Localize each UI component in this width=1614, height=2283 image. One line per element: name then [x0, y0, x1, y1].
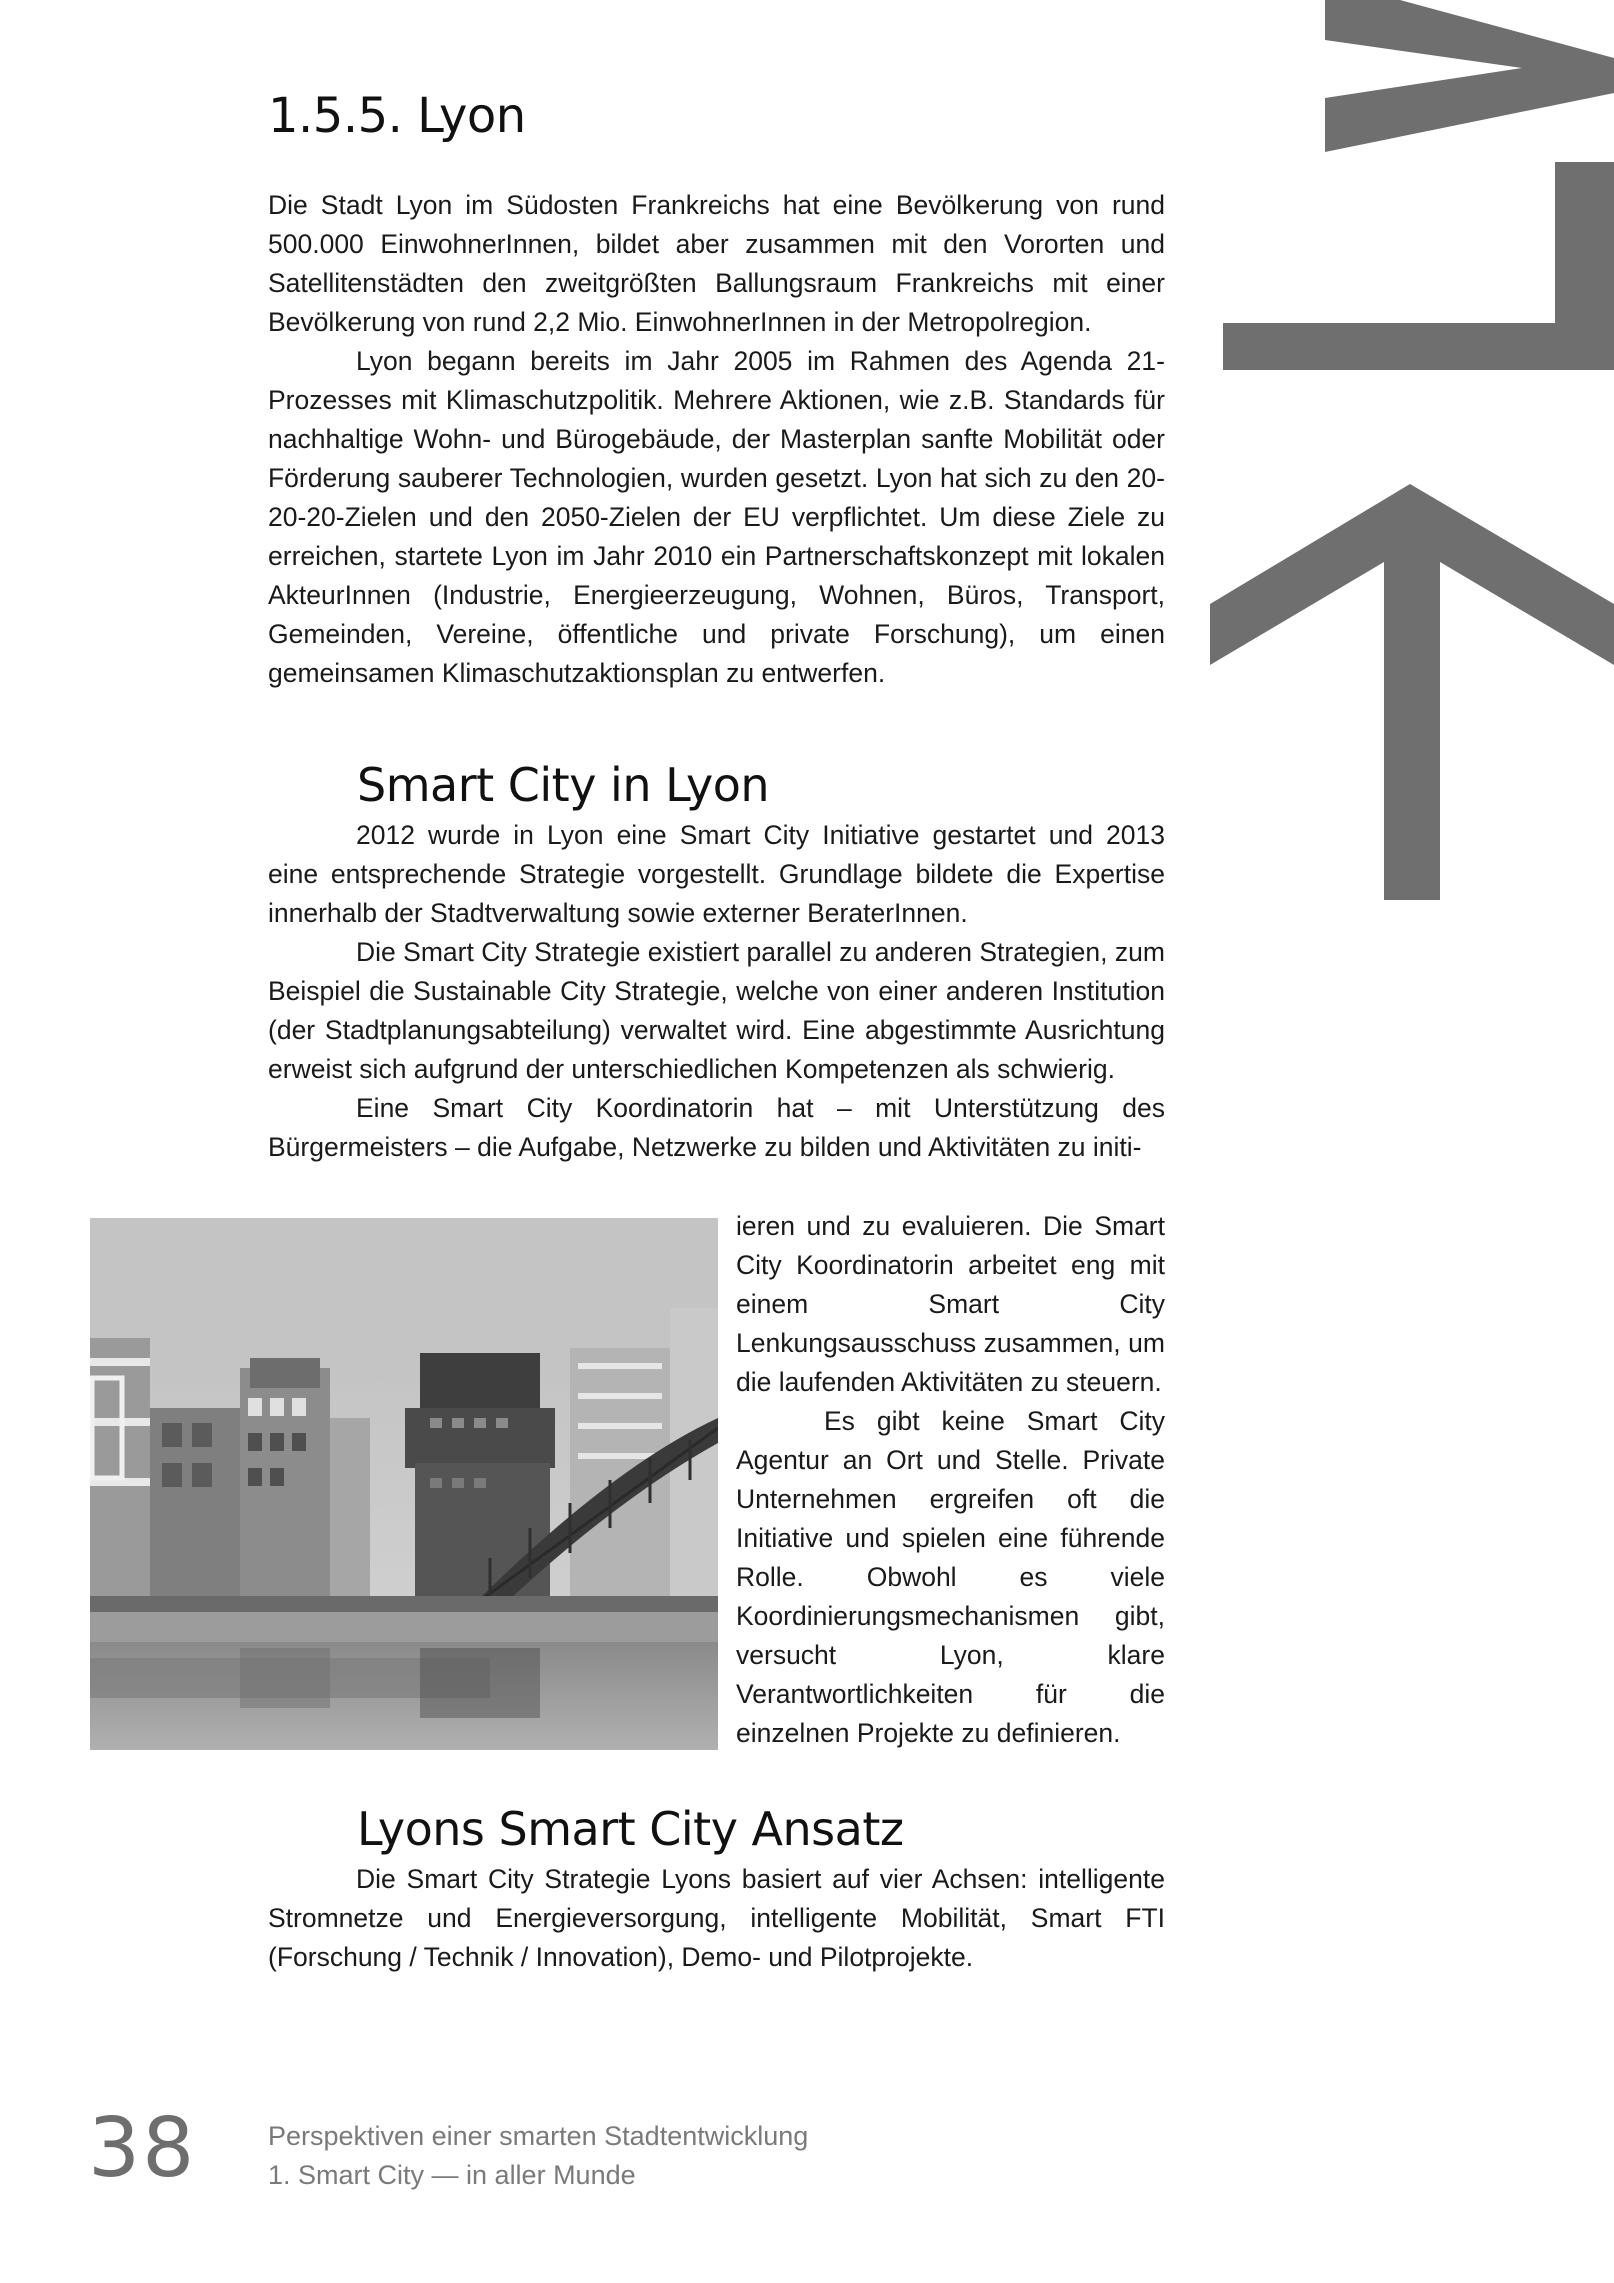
- running-footer: [268, 2117, 808, 2195]
- page-number: 38: [88, 2101, 197, 2196]
- footer-chapter: 1. Smart City — in aller Munde: [268, 2160, 636, 2190]
- approach-heading: Lyons Smart City Ansatz: [357, 1802, 904, 1856]
- intro-paragraph-2: Lyon begann bereits im Jahr 2005 im Rahmen des Agenda 21-Prozesses mit Klimaschutzpolitik. Mehrere Aktionen, wie z.B. Standards für nachhaltige Wohn- und Bürogebäude, der Masterplan sanfte Mobilität oder Förderung sauberer Technologien, wurden gesetzt. Lyon hat sich zu den 20-20-20-Zielen und den 2050-Zielen der EU verpflichtet. Um diese Ziele zu erreichen, startete Lyon im Jahr 2010 ein Partnerschaftskonzept mit lokalen AkteurInnen (Industrie, Energieerzeugung, Wohnen, Büros, Transport, Gemeinden, Vereine, öffentliche und private Forschung), um einen gemeinsamen Klimaschutzaktionsplan zu entwerfen.: [268, 346, 1165, 688]
- rotated-letters-lyon-icon: [1210, 0, 1614, 920]
- smart-city-text: [268, 816, 1165, 1167]
- lyon-confluence-photo: [90, 1218, 718, 1750]
- smart-city-paragraph-1: 2012 wurde in Lyon eine Smart City Initiative gestartet und 2013 eine entsprechende Strategie vorgestellt. Grundlage bildete die Expertise innerhalb der Stadtverwaltung sowie externer BeraterInnen.: [268, 820, 1165, 928]
- smart-city-heading: Smart City in Lyon: [357, 758, 770, 812]
- smart-city-column-paragraph-2: Es gibt keine Smart City Agentur an Ort und Stelle. Private Unternehmen ergreifen oft die Initiative und spielen eine führende Rolle. Obwohl es viele Koordinierungsmechanismen gibt, versucht Lyon, klare Verantwortlichkeiten für die einzelnen Projekte zu definieren.: [736, 1406, 1165, 1748]
- approach-paragraph-1: Die Smart City Strategie Lyons basiert auf vier Achsen: intelligente Stromnetze und Energieversorgung, intelligente Mobilität, Smart FTI (Forschung / Technik / Innovation), Demo- und Pilotprojekte.: [268, 1864, 1165, 1972]
- smart-city-column-text: [736, 1207, 1165, 1753]
- approach-text: [268, 1860, 1165, 1977]
- smart-city-paragraph-3: Eine Smart City Koordinatorin hat – mit Unterstützung des Bürgermeisters – die Aufgabe, Netzwerke zu bilden und Aktivitäten zu initi-: [268, 1093, 1165, 1162]
- smart-city-column-paragraph-1: ieren und zu evaluieren. Die Smart City Koordinatorin arbeitet eng mit einem Smart City Lenkungsausschuss zusammen, um die laufenden Aktivitäten zu steuern.: [736, 1211, 1165, 1397]
- section-title: 1.5.5. Lyon: [268, 88, 526, 144]
- smart-city-paragraph-2: Die Smart City Strategie existiert parallel zu anderen Strategien, zum Beispiel die Sustainable City Strategie, welche von einer anderen Institution (der Stadtplanungsabteilung) verwaltet wird. Eine abgestimmte Ausrichtung erweist sich aufgrund der unterschiedlichen Kompetenzen als schwierig.: [268, 937, 1165, 1084]
- intro-paragraph-1: Die Stadt Lyon im Südosten Frankreichs hat eine Bevölkerung von rund 500.000 EinwohnerInnen, bildet aber zusammen mit den Vororten und Satellitenstädten den zweitgrößten Ballungsraum Frankreichs mit einer Bevölkerung von rund 2,2 Mio. EinwohnerInnen in der Metropolregion.: [268, 190, 1165, 337]
- footer-book-title: Perspektiven einer smarten Stadtentwicklung: [268, 2121, 809, 2151]
- intro-text: [268, 186, 1165, 693]
